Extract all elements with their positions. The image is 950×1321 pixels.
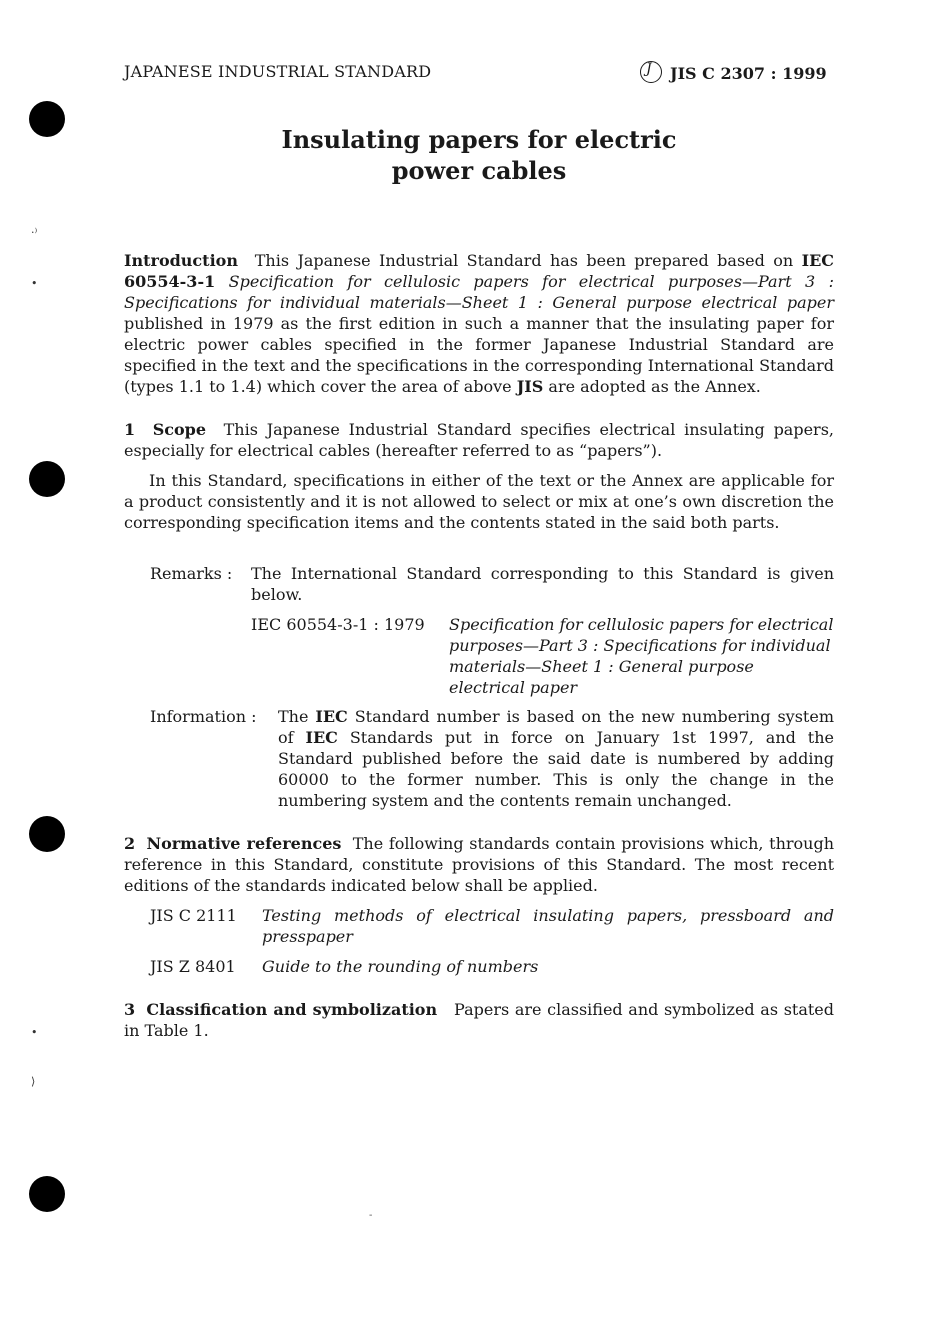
standard-header: JAPANESE INDUSTRIAL STANDARD — [124, 62, 432, 81]
intro-ref-title: Specification for cellulosic papers for electrical purposes—Part 3 : Specifications for individual materials—Sheet 1 : General purpose electrical paper — [124, 272, 834, 312]
intro-text-3: are adopted as the Annex. — [543, 377, 761, 396]
page-title — [124, 124, 834, 186]
normative-ref-code: JIS Z 8401 — [150, 957, 236, 976]
intro-iec-ref: IEC 60554-3-1 — [124, 251, 835, 291]
information-text — [278, 706, 834, 811]
info-text-3: Standards put in force on January 1st 1997, and the Standard published before the said date is numbered by adding 60000 to the former number. This is only the change in the numbering system and the contents remain unchanged. — [278, 728, 834, 810]
normative-number: 2 — [124, 834, 136, 853]
scan-speck-icon: - — [369, 1210, 373, 1221]
scan-speck-icon: • — [31, 277, 38, 290]
remarks-reference — [251, 614, 834, 698]
scope-applicability-paragraph: In this Standard, specifications in either of the text or the Annex are applicable for a product consistently and it is not allowed to select or mix at one’s own discretion the corresponding specification items and the contents stated in the said both parts. — [124, 471, 834, 532]
standard-number — [640, 61, 827, 83]
intro-text-1: This Japanese Industrial Standard has been prepared based on — [254, 251, 802, 270]
intro-text-2: published in 1979 as the first edition in such a manner that the insulating paper for electric power cables specified in the former Japanese Industrial Standard are specified in the text and the specifications in the corresponding International Standard (types 1.1 to 1.4) which cover the area of above — [124, 314, 834, 396]
remarks-label: Remarks : — [150, 564, 233, 583]
scan-speck-icon: ·⁾ — [31, 226, 38, 239]
introduction-paragraph — [124, 250, 834, 397]
information-label: Information : — [150, 707, 257, 726]
remarks-text: The International Standard corresponding to this Standard is given below. — [251, 564, 834, 604]
normative-text: The following standards contain provisions which, through reference in this Standard, constitute provisions of this Standard. The most recent editions of the standards indicated below shall be applied. — [124, 834, 835, 895]
info-text-2: Standard number is based on the new numbering system of — [278, 707, 835, 747]
title-line-1: Insulating papers for electric — [281, 125, 677, 154]
scope-paragraph — [124, 419, 834, 461]
introduction-heading: Introduction — [124, 251, 238, 270]
scope-text: This Japanese Industrial Standard specifies electrical insulating papers, especially for electrical cables (hereafter referred to as “papers”). — [124, 420, 835, 460]
remarks-block — [150, 563, 834, 605]
classification-text: Papers are classified and symbolized as stated in Table 1. — [124, 1000, 835, 1040]
normative-ref-code: JIS C 2111 — [150, 906, 237, 925]
normative-ref-title: Testing methods of electrical insulating papers, pressboard and presspaper — [262, 906, 834, 946]
scan-speck-icon: ⟩ — [31, 1075, 36, 1088]
intro-jis: JIS — [516, 377, 544, 396]
normative-ref-row — [150, 956, 834, 977]
standard-number-text: JIS C 2307 : 1999 — [670, 64, 827, 83]
normative-references-paragraph — [124, 833, 834, 896]
normative-ref-title: Guide to the rounding of numbers — [262, 957, 539, 976]
classification-heading: Classification and symbolization — [146, 1000, 438, 1019]
jis-mark-icon — [640, 61, 662, 83]
binder-hole-icon — [29, 101, 65, 137]
binder-hole-icon — [29, 1176, 65, 1212]
remarks-ref-title: Specification for cellulosic papers for electrical purposes—Part 3 : Specifications for individual materials—Sheet 1 : General purpose electrical paper — [449, 615, 834, 697]
info-iec-2: IEC — [305, 728, 338, 747]
classification-number: 3 — [124, 1000, 136, 1019]
info-iec-1: IEC — [315, 707, 348, 726]
information-block — [150, 706, 834, 811]
info-text-1: The — [278, 707, 316, 726]
normative-heading: Normative references — [146, 834, 342, 853]
scan-speck-icon: • — [31, 1026, 38, 1039]
scope-heading: Scope — [152, 420, 207, 439]
normative-ref-row — [150, 905, 834, 947]
title-line-2: power cables — [391, 156, 567, 185]
classification-paragraph — [124, 999, 834, 1041]
binder-hole-icon — [29, 461, 65, 497]
binder-hole-icon — [29, 816, 65, 852]
remarks-ref-code: IEC 60554-3-1 : 1979 — [251, 615, 425, 634]
scope-number: 1 — [124, 420, 136, 439]
